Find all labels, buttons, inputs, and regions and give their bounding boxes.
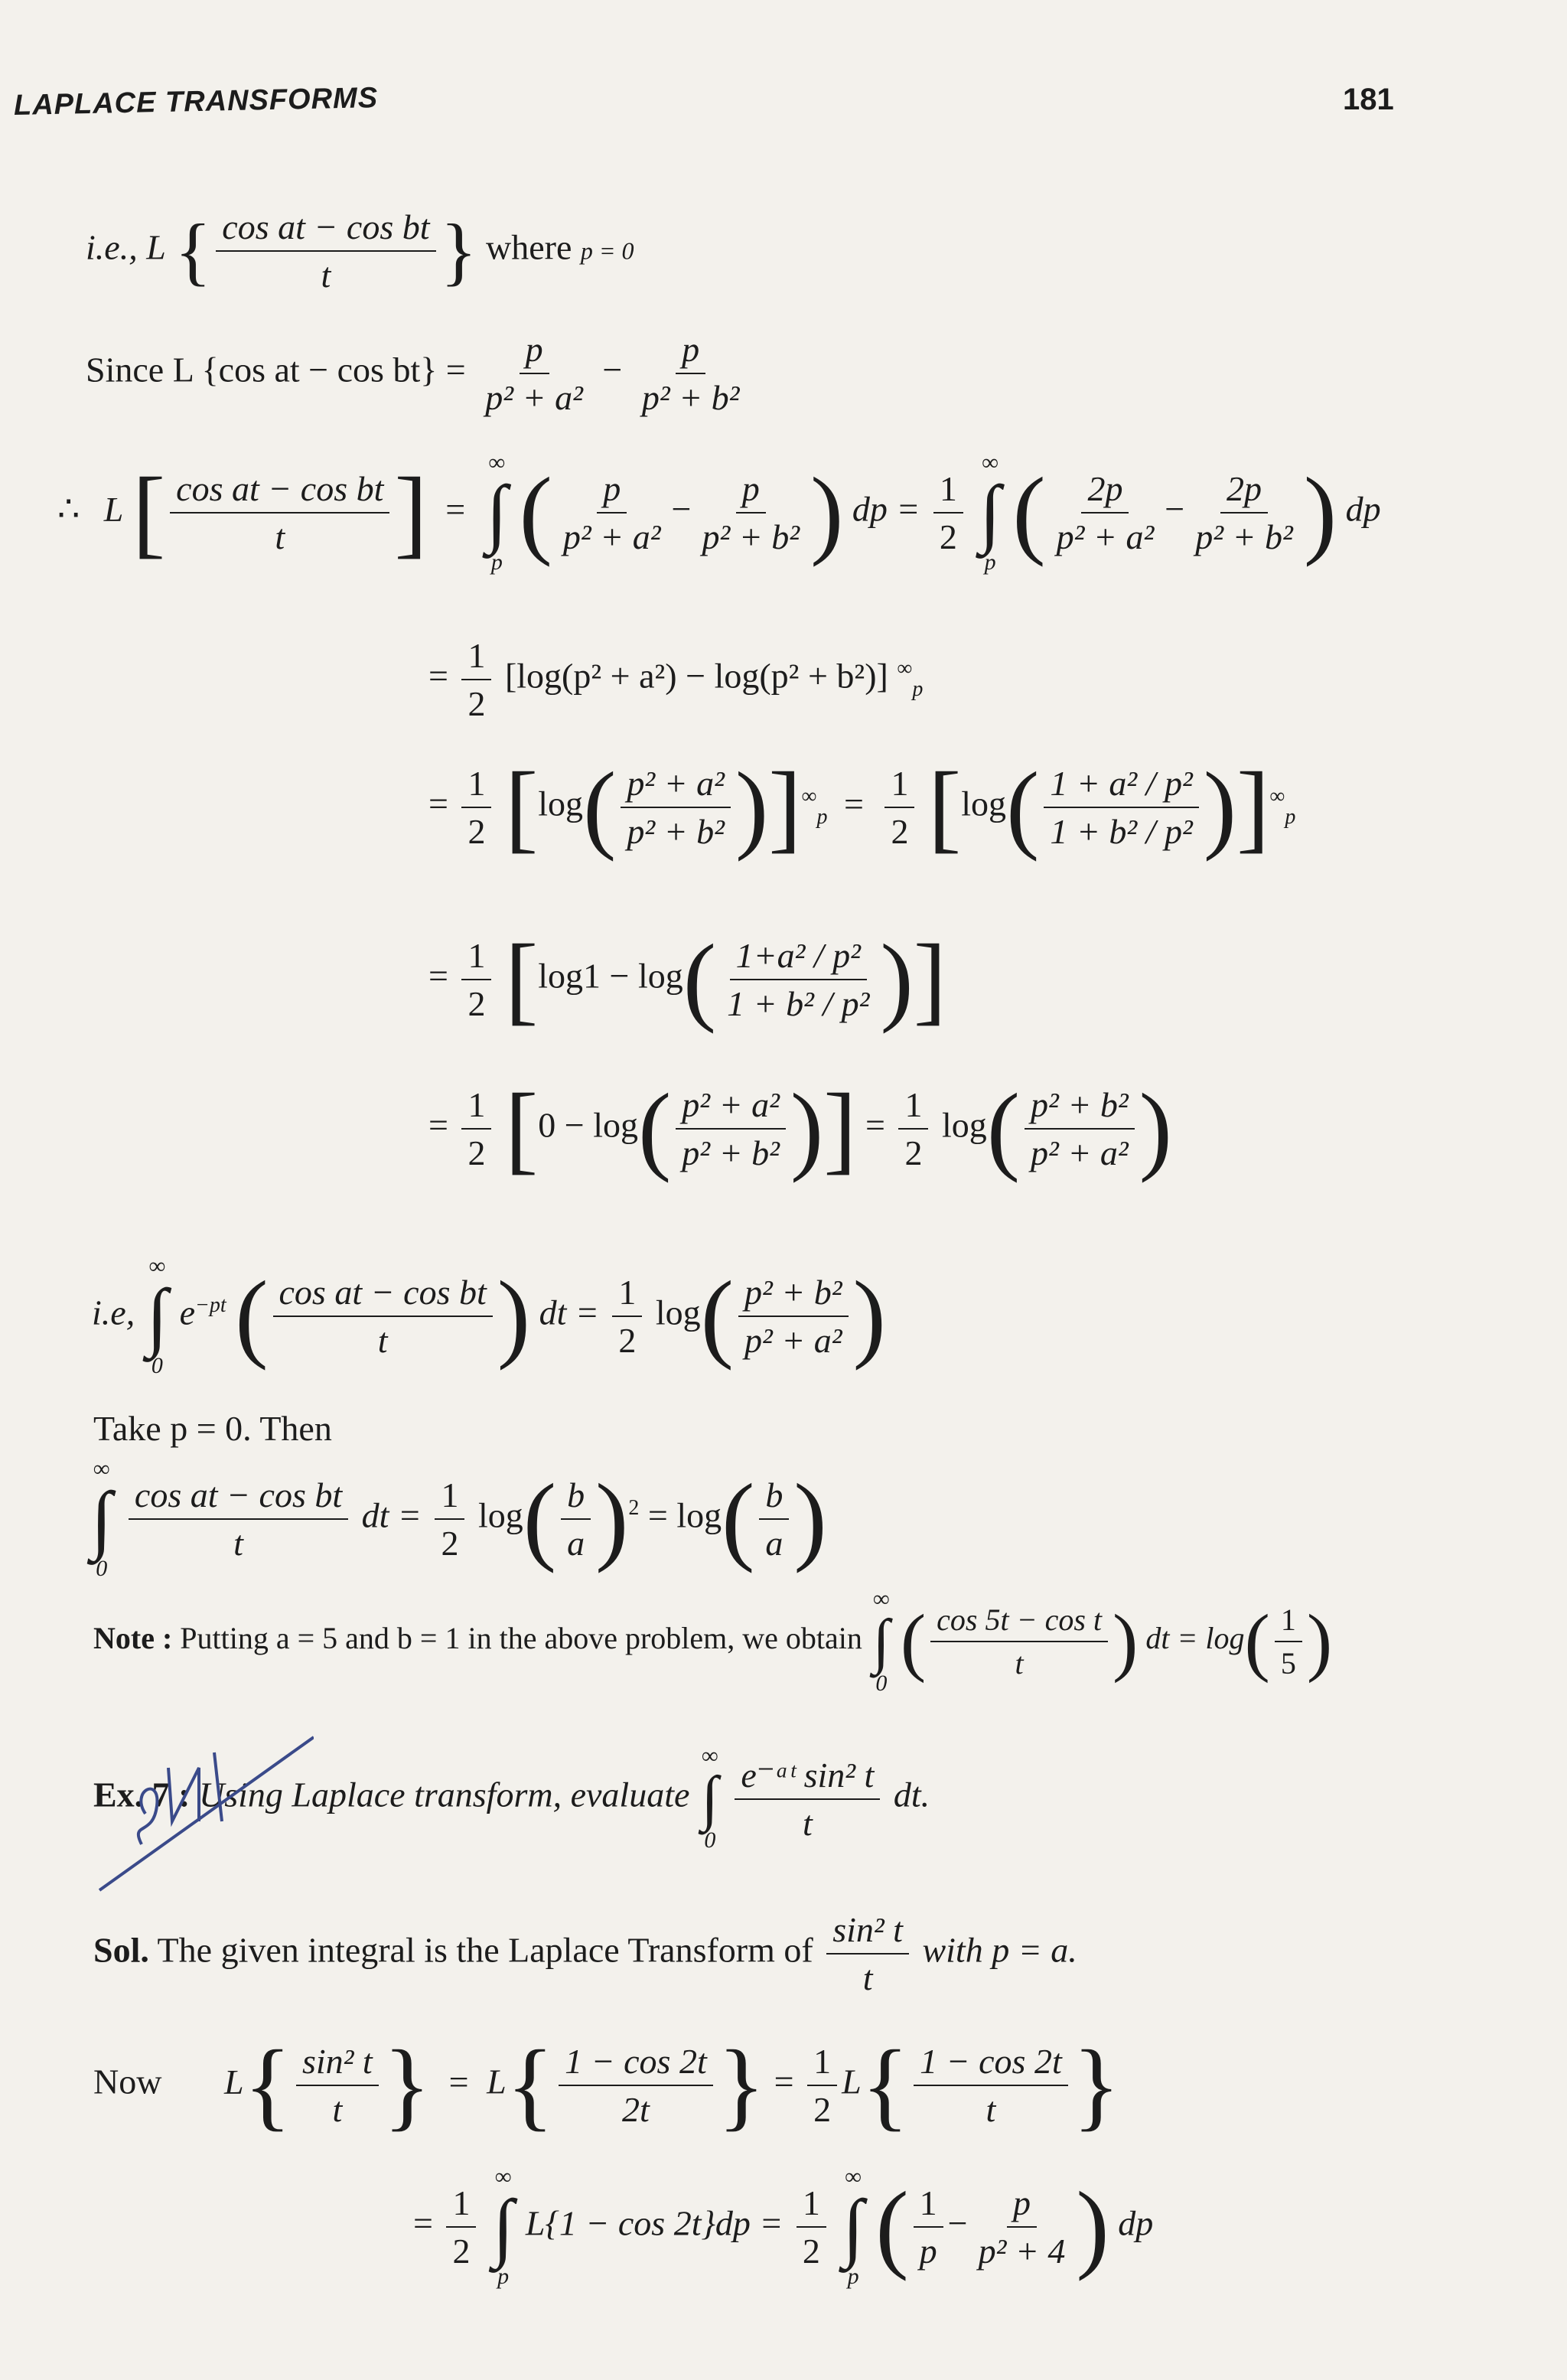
step3-line: = $\frac{1}{2}$ [log( $\frac{\text{p² + a²}}{\text{p² + b²}}$ )]$^\infty_p$ = $\frac{1}{2}$ [log( $\frac{\text{1 + a² / p²}}{\text{1 + b² / p²}}$ )]$^\infty_p$ [428, 752, 1296, 862]
ie-fraction: $\frac{\text{cos at − cos bt}}{t}$ [216, 207, 435, 295]
ie-intro: i.e., [86, 227, 138, 267]
now-line: Now L{ $\frac{\text{sin² t}}{t}$ } = L{ $\frac{1 - \cos 2t}{2t}$ } = $\frac{1}{2}$ L{ $\frac{1 - \cos 2t}{t}$ } [93, 2030, 1121, 2140]
step1-line: ∴ L [ $\frac{\text{cos at − cos bt}}{t}$ ] = ∞ ∫ p ( $\frac{p}{\text{p² + a²}}$ − $\frac{p}{\text{p² + b²}}$ ) dp = $\frac{1}{2}$ ∞ ∫ p ( $\frac{2p}{\text{p² + a²}}$ − $\frac{2p}{\text{p² + b²}}$ ) dp [57, 450, 1381, 575]
integral-sign: ∞ ∫ p [486, 450, 508, 575]
pen-scribble [84, 1722, 314, 1906]
running-header: LAPLACE TRANSFORMS [13, 82, 379, 122]
last-line: = $\frac{1}{2}$ ∞ ∫ p L{1 − cos 2t}dp = $\frac{1}{2}$ ∞ ∫ p ( $\frac{1}{p}$ − $\frac{p}{\text{p² + 4}}$ ) dp [413, 2164, 1154, 2289]
step2-line: = $\frac{1}{2}$ [log(p² + a²) − log(p² + b²)] ∞$_p$ [428, 636, 924, 723]
solution-line: Sol. The given integral is the Laplace Transform of $\frac{\text{sin² t}}{t}$ with p = a. [93, 1910, 1077, 1997]
ie-condition: p = 0 [580, 236, 634, 265]
note-line: Note : Putting a = 5 and b = 1 in the above problem, we obtain ∞ ∫ 0 ( $\frac{\text{cos 5t − cos t}}{t}$ ) dt = log( $\frac{1}{5}$ ) [93, 1586, 1333, 1696]
ie-line: i.e., L { $\frac{\text{cos at − cos bt}}{t}$ } where p = 0 [86, 207, 634, 295]
take-p-line: Take p = 0. Then [93, 1409, 332, 1448]
ie-where: where [486, 227, 572, 267]
step4-line: = $\frac{1}{2}$ [log1 − log( $\frac{\text{1+a² / p²}}{\text{1 + b² / p²}}$ )] [428, 924, 947, 1035]
ie-operator: L [146, 227, 166, 267]
ie2-line: i.e, ∞ ∫ 0 $e^{-pt}$ ( $\frac{\text{cos at − cos bt}}{t}$ ) dt = $\frac{1}{2}$ log( $\frac{\text{p² + b²}}{\text{p² + a²}}$ ) [92, 1254, 886, 1378]
example-7-line: Ex. 7 : Using Laplace transform, evaluate ∞ ∫ 0 $\frac{\text{e⁻ᵃᵗ sin² t}}{t}$ dt. [93, 1743, 930, 1853]
page-number: 181 [1343, 83, 1394, 116]
step5-line: = $\frac{1}{2}$ [0 − log( $\frac{\text{p² + a²}}{\text{p² + b²}}$ )] = $\frac{1}{2}$ log( $\frac{\text{p² + b²}}{\text{p² + a²}}$ ) [428, 1074, 1172, 1184]
since-text: Since L {cos at − cos bt} = [86, 350, 466, 390]
since-line: Since L {cos at − cos bt} = $\frac{p}{\text{p² + a²}}$ − $\frac{p}{\text{p² + b²}}$ [86, 330, 740, 417]
take-result-line: ∞ ∫ 0 $\frac{\text{cos at − cos bt}}{t}$ dt = $\frac{1}{2}$ log( $\frac{b}{a}$ )$^2$ = log( $\frac{b}{a}$ ) [91, 1456, 827, 1581]
